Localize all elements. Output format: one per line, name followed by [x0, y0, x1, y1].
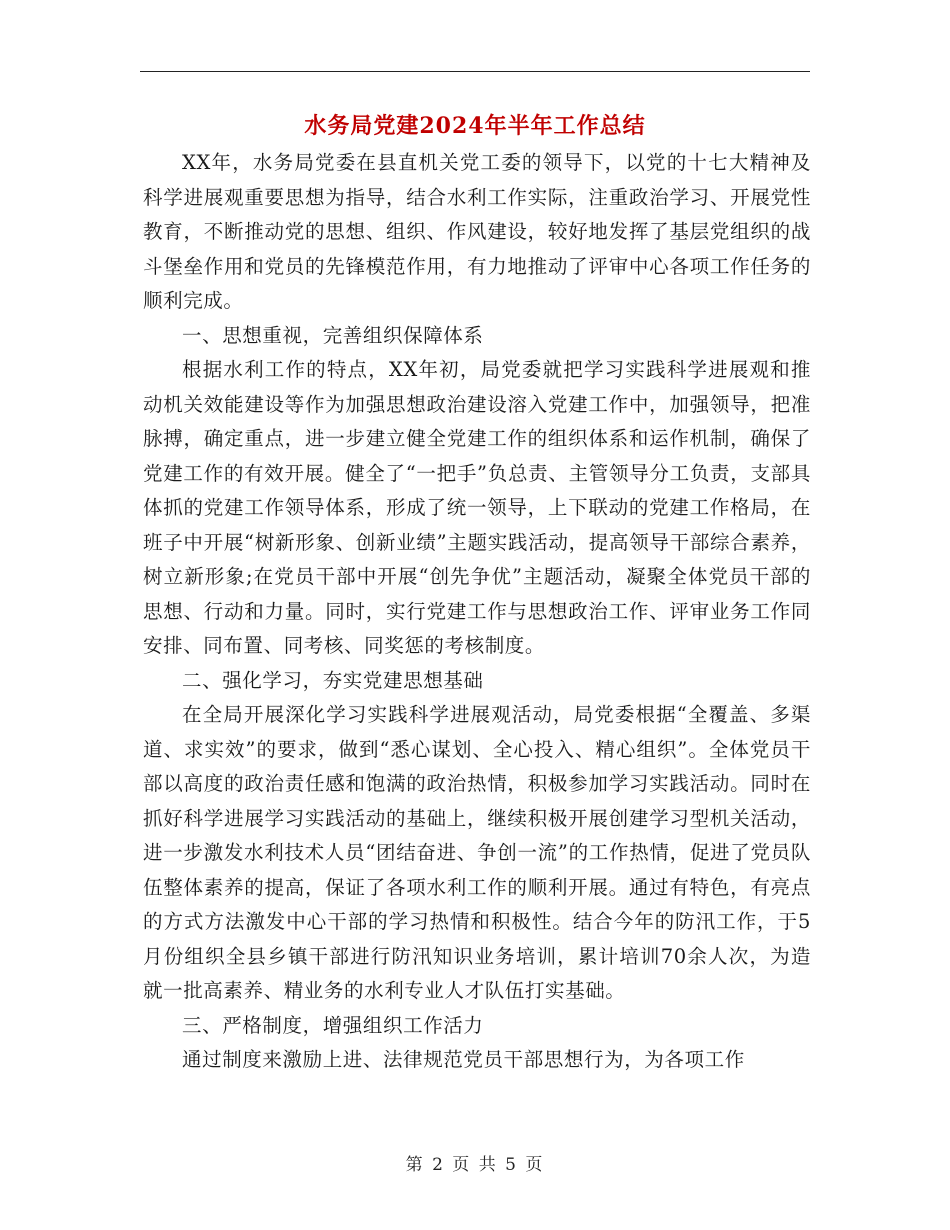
paragraph-section-1: 根据水利工作的特点，XX年初，局党委就把学习实践科学进展观和推动机关效能建设等作为加强思想政治建设溶入党建工作中，加强领导，把准脉搏，确定重点，进一步建立健全党建工作的组织体系和运作机制，确保了党建工作的有效开展。健全了“一把手”负总责、主管领导分工负责，支部具体抓的党建工作领导体系，形成了统一领导，上下联动的党建工作格局，在班子中开展“树新形象、创新业绩”主题实践活动，提高领导干部综合素养，树立新形象;在党员干部中开展“创先争优”主题活动，凝聚全体党员干部的思想、行动和力量。同时，实行党建工作与思想政治工作、评审业务工作同安排、同布置、同考核、同奖惩的考核制度。	[143, 358, 811, 657]
page-number-footer: 第 2 页 共 5 页	[405, 1155, 545, 1175]
section-heading-2: 二、强化学习，夯实党建思想基础	[182, 668, 484, 692]
header-rule	[140, 71, 810, 72]
paragraph-section-3: 通过制度来激励上进、法律规范党员干部思想行为，为各项工作	[182, 1048, 745, 1071]
document-title: 水务局党建2024年半年工作总结	[304, 113, 646, 139]
section-heading-1: 一、思想重视，完善组织保障体系	[182, 323, 484, 347]
paragraph-section-2: 在全局开展深化学习实践科学进展观活动，局党委根据“全覆盖、多渠道、求实效”的要求，做到“悉心谋划、全心投入、精心组织”。全体党员干部以高度的政治责任感和饱满的政治热情，积极参加学习实践活动。同时在抓好科学进展学习实践活动的基础上，继续积极开展创建学习型机关活动，进一步激发水利技术人员“团结奋进、争创一流”的工作热情，促进了党员队伍整体素养的提高，保证了各项水利工作的顺利开展。通过有特色，有亮点的方式方法激发中心干部的学习热情和积极性。结合今年的防汛工作，于5月份组织全县乡镇干部进行防汛知识业务培训，累计培训70余人次，为造就一批高素养、精业务的水利专业人才队伍打实基础。	[143, 703, 811, 1002]
paragraph-intro: XX年，水务局党委在县直机关党工委的领导下，以党的十七大精神及科学进展观重要思想为指导，结合水利工作实际，注重政治学习、开展党性教育，不断推动党的思想、组织、作风建设，较好地发挥了基层党组织的战斗堡垒作用和党员的先锋模范作用，有力地推动了评审中心各项工作任务的顺利完成。	[143, 151, 811, 312]
section-heading-3: 三、严格制度，增强组织工作活力	[182, 1013, 484, 1037]
document-body	[143, 146, 811, 1078]
